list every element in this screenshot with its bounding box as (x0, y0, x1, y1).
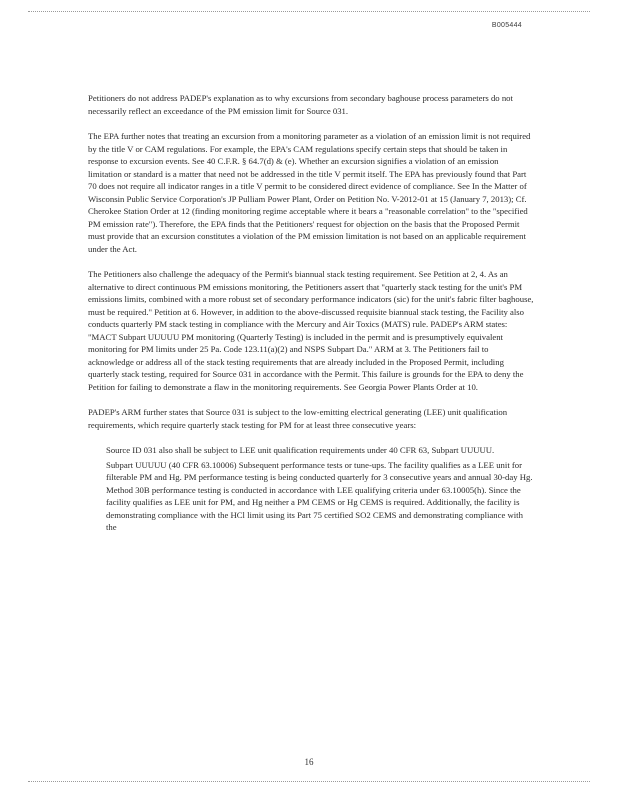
paragraph-4: PADEP's ARM further states that Source 031 is subject to the low-emitting electrical generating (LEE) unit qualification requirements, which require quarterly stack testing for PM for at least three consecutive years: (88, 407, 508, 430)
block-quote (106, 444, 534, 534)
paragraph-2: The EPA further notes that treating an excursion from a monitoring parameter as a violation of an emission limit is not required by the title V or CAM regulations. For example, the EPA's CAM regulations specify certain steps that should be taken in response to excursion events. See 40 C.F.R. § 64.7(d) & (e). Whether an excursion signifies a violation of an emission limitation or standard is a matter that need not be addressed in the title V permit itself. The EPA has previously found that Part 70 does not require all indicator ranges in a title V permit to be considered direct evidence of compliance. See In the Matter of Wisconsin Public Service Corporation's JP Pulliam Power Plant, Order on Petition No. V-2012-01 at 15 (January 7, 2013); Cf. Cherokee Station Order at 12 (finding monitoring regime acceptable where it bears a "reasonable correlation" to the "specified PM emission rate"). Therefore, the EPA finds that the Petitioners' request for objection on the basis that the Proposed Permit must provide that an excursion constitutes a violation of the PM emission limitation is not based on an applicable requirement under the Act. (88, 131, 531, 254)
top-scan-border (28, 11, 590, 12)
document-id: B005444 (491, 22, 522, 29)
body-text (88, 92, 534, 536)
quote-line-2: Subpart UUUUU (40 CFR 63.10006) Subsequent performance tests or tune-ups. The facility qualifies as a LEE unit for filterable PM and Hg. PM performance testing is being conducted quarterly for 3 consecutive years and annual 30-day Hg. Method 30B performance testing is conducted in accordance with LEE qualifying criteria under 63.10005(h). Since the facility qualifies as LEE unit for PM, and Hg neither a PM CEMS or Hg CEMS is required. Additionally, the facility is demonstrating compliance with the HCl limit using its Part 75 certified SO2 CEMS and demonstrating compliance with the (106, 459, 533, 532)
page-number: 16 (304, 757, 314, 767)
paragraph-1: Petitioners do not address PADEP's explanation as to why excursions from secondary baghouse process parameters do not necessarily reflect an exceedance of the PM emission limit for Source 031. (88, 93, 513, 116)
paragraph-3: The Petitioners also challenge the adequacy of the Permit's biannual stack testing requirement. See Petition at 2, 4. As an alternative to direct continuous PM emissions monitoring, the Petitioners assert that "quarterly stack testing for the unit's PM emissions limits, combined with a more robust set of secondary performance indicators (sic) for the unit's fabric filter baghouse, must be required." Petition at 6. However, in addition to the above-discussed requisite biannual stack testing, the Facility also conducts quarterly PM stack testing in compliance with the Mercury and Air Toxics (MATS) rule. PADEP's ARM states: "MACT Subpart UUUUU PM monitoring (Quarterly Testing) is included in the permit and is presumptively equivalent monitoring for PM limits under 25 Pa. Code 123.11(a)(2) and NSPS Subpart Da." ARM at 3. The Petitioners fail to acknowledge or address all of the stack testing requirements that are already included in the Proposed Permit, including quarterly stack testing, required for Source 031 in accordance with the Permit. This failure is grounds for the EPA to deny the Petition for failing to demonstrate a flaw in the monitoring requirements. See Georgia Power Plants Order at 10. (88, 269, 534, 392)
quote-line-1: Source ID 031 also shall be subject to LEE unit qualification requirements under 40 CFR 63, Subpart UUUUU. (106, 445, 495, 455)
bottom-scan-border (28, 781, 590, 782)
